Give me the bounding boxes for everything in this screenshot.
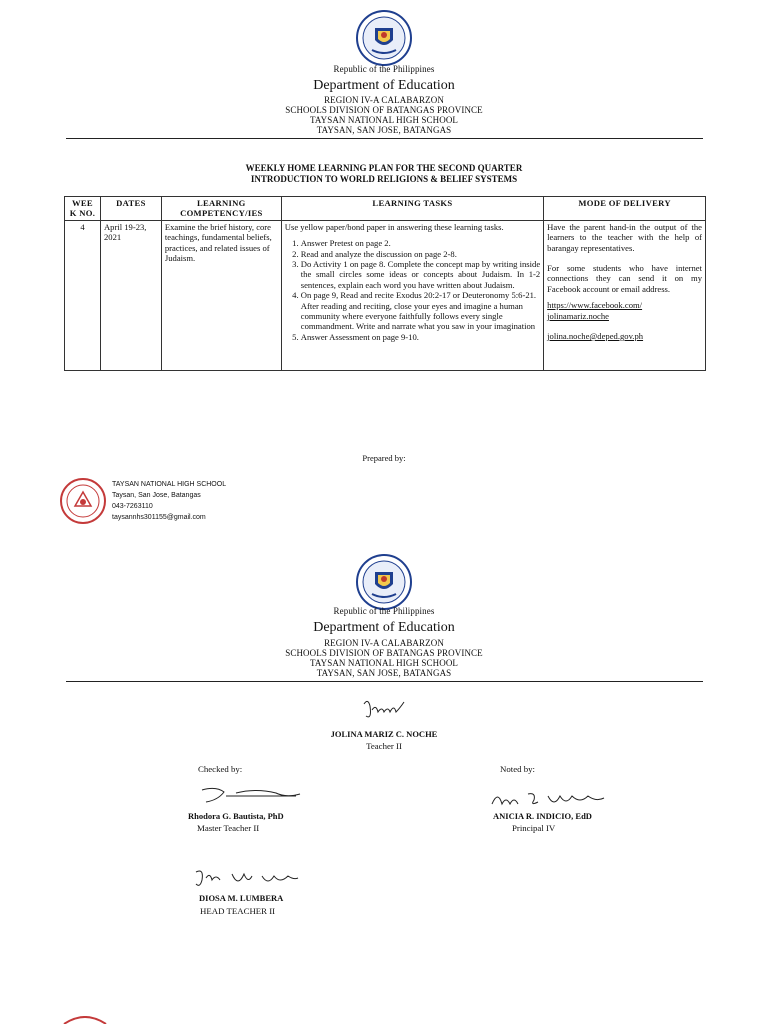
republic-text: Republic of the Philippines bbox=[333, 64, 435, 74]
delivery-online-paragraph: For some students who have internet connections they can send it on my Facebook account or email address. bbox=[547, 263, 702, 294]
address-text: TAYSAN, SAN JOSE, BATANGAS bbox=[316, 668, 452, 678]
noter-name: ANICIA R. INDICIO, EdD bbox=[493, 811, 592, 821]
tasks-intro: Use yellow paper/bond paper in answering these learning tasks. bbox=[284, 221, 504, 232]
facebook-link-handle[interactable]: jolinamariz.noche bbox=[547, 310, 609, 321]
delivery-paragraph: Have the parent hand-in the output of the learners to the teacher with the help of barangay representatives. bbox=[547, 221, 702, 253]
facebook-link[interactable]: https://www.facebook.com/ bbox=[547, 300, 643, 311]
deped-seal-icon bbox=[356, 10, 412, 66]
footer-school-block bbox=[112, 479, 312, 523]
preparer-name: JOLINA MARIZ C. NOCHE bbox=[330, 729, 438, 739]
table-row bbox=[65, 220, 706, 371]
list-item: 3. Do Activity 1 on page 8. Complete the concept map by writing inside the small circles some ideas or concepts about Judaism. In 1-2 sentences, explain each word you have written about Judaism. bbox=[301, 259, 540, 290]
deped-seal-icon bbox=[356, 554, 412, 610]
footer-school-email: taysannhs301155@gmail.com bbox=[112, 514, 206, 521]
region-text: REGION IV-A CALABARZON bbox=[324, 95, 444, 105]
email-link[interactable]: jolina.noche@deped.gov.ph bbox=[547, 331, 644, 342]
noted-by-label: Noted by: bbox=[500, 764, 535, 774]
table-header-row bbox=[65, 197, 706, 221]
noter-signature-icon bbox=[488, 788, 608, 810]
head-signature-icon bbox=[192, 866, 302, 892]
tasks-cell bbox=[281, 220, 543, 371]
plan-title: WEEKLY HOME LEARNING PLAN FOR THE SECOND QUARTER bbox=[245, 163, 523, 173]
division-text: SCHOOLS DIVISION OF BATANGAS PROVINCE bbox=[285, 648, 483, 658]
competency-cell: Examine the brief history, core teachings, fundamental beliefs, practices, and related issues of Judaism. bbox=[161, 220, 281, 371]
header-divider bbox=[66, 681, 703, 682]
checker-role: Master Teacher II bbox=[197, 823, 260, 833]
republic-text: Republic of the Philippines bbox=[333, 606, 435, 616]
learning-plan-table bbox=[64, 196, 706, 371]
department-title: Department of Education bbox=[313, 620, 455, 635]
dates-cell: April 19-23, 2021 bbox=[100, 220, 161, 371]
list-item: 4. On page 9, Read and recite Exodus 20:2-17 or Deuteronomy 5:6-21. After reading and reciting, close your eyes and imagine a human community where everyone faithfully follows every single commandment. Write and narrate what you saw in your imagination bbox=[301, 290, 540, 332]
checker-name: Rhodora G. Bautista, PhD bbox=[188, 811, 284, 821]
school-text: TAYSAN NATIONAL HIGH SCHOOL bbox=[309, 115, 459, 125]
week-cell: 4 bbox=[65, 220, 101, 371]
school-seal-icon bbox=[62, 1016, 108, 1024]
school-seal-icon bbox=[60, 478, 106, 524]
preparer-signature-icon bbox=[360, 696, 408, 724]
department-title: Department of Education bbox=[313, 78, 455, 93]
task-list bbox=[285, 238, 540, 342]
school-text: TAYSAN NATIONAL HIGH SCHOOL bbox=[309, 658, 459, 668]
col-dates-header: DATES bbox=[100, 197, 161, 221]
col-week-header: WEE K NO. bbox=[65, 197, 101, 221]
head-name: DIOSA M. LUMBERA bbox=[199, 893, 284, 903]
col-tasks-header: LEARNING TASKS bbox=[281, 197, 543, 221]
checked-by-label: Checked by: bbox=[198, 764, 243, 774]
footer-school-phone: 043-7263110 bbox=[112, 503, 153, 510]
delivery-cell bbox=[544, 220, 706, 371]
footer-school-address: Taysan, San Jose, Batangas bbox=[112, 492, 201, 499]
list-item: 1. Answer Pretest on page 2. bbox=[301, 238, 540, 248]
head-role: HEAD TEACHER II bbox=[200, 906, 276, 916]
header-divider bbox=[66, 138, 703, 139]
division-text: SCHOOLS DIVISION OF BATANGAS PROVINCE bbox=[285, 105, 483, 115]
preparer-role: Teacher II bbox=[366, 741, 402, 751]
checker-signature-icon bbox=[196, 784, 306, 806]
subject-title: INTRODUCTION TO WORLD RELIGIONS & BELIEF SYSTEMS bbox=[250, 174, 518, 184]
list-item: 5. Answer Assessment on page 9-10. bbox=[301, 332, 540, 342]
footer-school-name: TAYSAN NATIONAL HIGH SCHOOL bbox=[112, 481, 227, 488]
prepared-by-label: Prepared by: bbox=[362, 453, 406, 463]
list-item: 2. Read and analyze the discussion on page 2-8. bbox=[301, 249, 540, 259]
col-competency-header: LEARNING COMPETENCY/IES bbox=[161, 197, 281, 221]
col-delivery-header: MODE OF DELIVERY bbox=[544, 197, 706, 221]
noter-role: Principal IV bbox=[512, 823, 556, 833]
region-text: REGION IV-A CALABARZON bbox=[324, 638, 444, 648]
address-text: TAYSAN, SAN JOSE, BATANGAS bbox=[316, 125, 452, 135]
